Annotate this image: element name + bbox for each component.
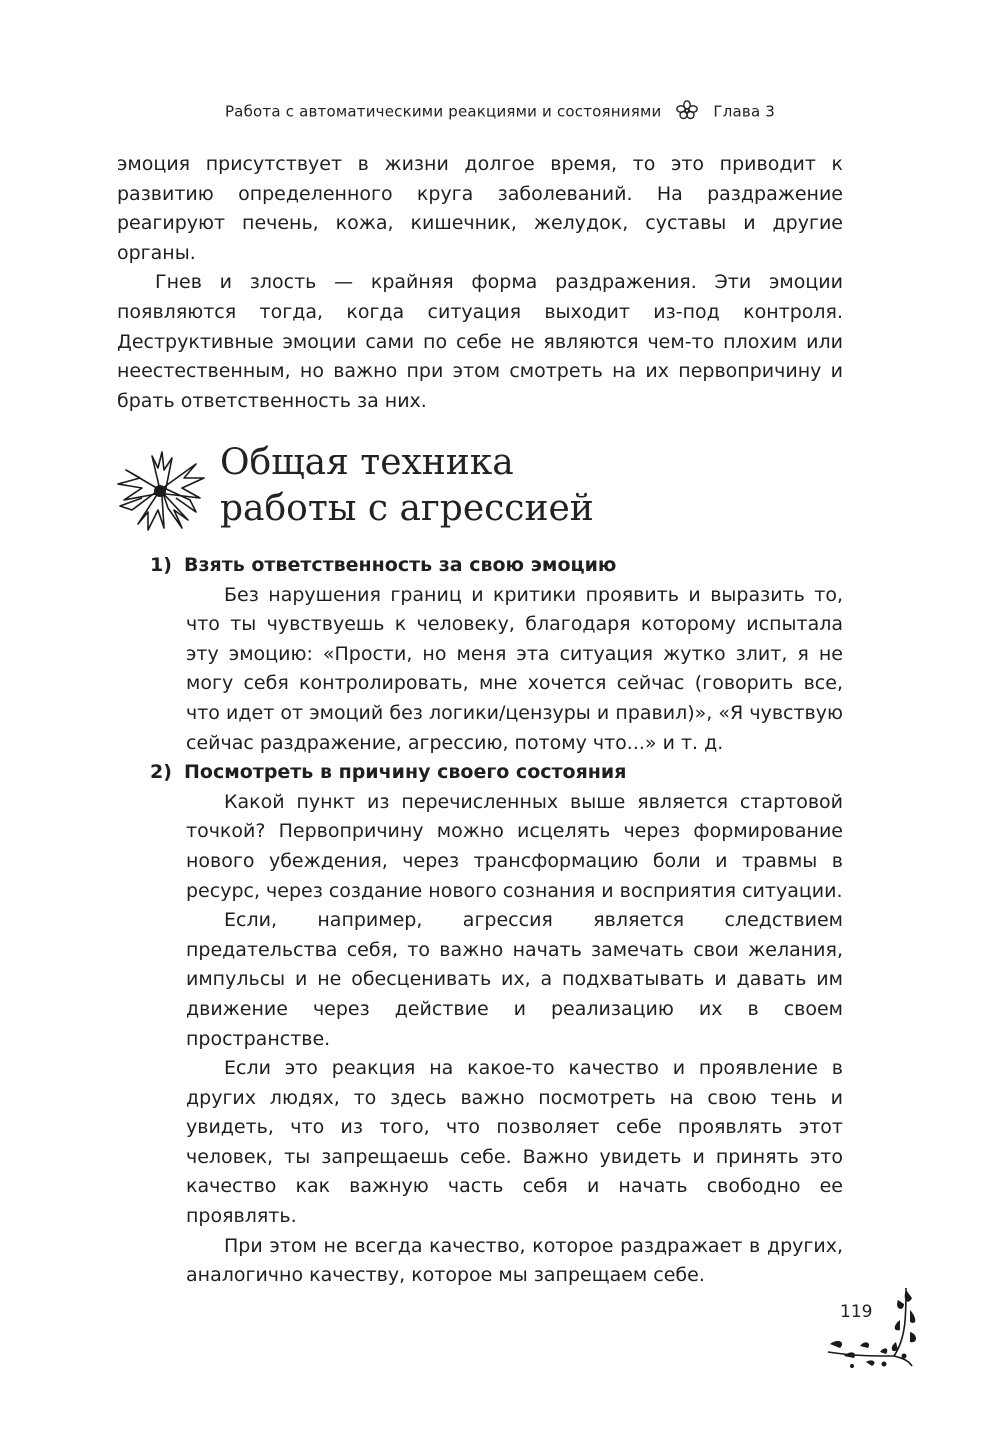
item-body <box>186 581 843 759</box>
paragraph: Какой пункт из перечисленных выше является стартовой точкой? Первопричину можно исцелять через формирование нового убеждения, через трансформацию боли и травмы в ресурс, через создание нового сознания и восприятия ситуации. <box>186 790 843 902</box>
running-head <box>0 100 1000 124</box>
paragraph: Если это реакция на какое-то качество и проявление в других людях, то здесь важно посмотреть на свою тень и увидеть, что из того, что позволяет себе проявлять этот человек, ты запрещаешь себе. Важно увидеть и принять это качество как важную часть себя и начать свободно ее проявлять. <box>186 1057 843 1228</box>
section-title: Работа с автоматическими реакциями и состояниями <box>224 102 662 121</box>
item-title <box>150 758 843 788</box>
paragraph: Если, например, агрессия является следствием предательства себя, то важно начать замечать свои желания, импульсы и не обесценивать их, а подхватывать и давать им движение через действие и реализацию их в своем пространстве. <box>186 909 843 1050</box>
item-body <box>186 788 843 1291</box>
item-number: 2) <box>150 761 172 784</box>
paragraph: эмоция присутствует в жизни долгое время, то это приводит к развитию определенного круга заболеваний. На раздражение реагируют печень, кожа, кишечник, желудок, суставы и другие органы. <box>117 153 843 264</box>
item-title <box>150 551 843 581</box>
item-title-text: Посмотреть в причину своего состояния <box>184 761 627 784</box>
heading-title <box>220 440 594 532</box>
paragraph: Гнев и злость — крайняя форма раздражения. Эти эмоции появляются тогда, когда ситуация выходит из-под контроля. Деструктивные эмоции сами по себе не являются чем-то плохим или неестественным, но важно при этом смотреть на их первопричину и брать ответственность за них. <box>117 271 843 412</box>
page-number: 119 <box>840 1302 873 1322</box>
item-number: 1) <box>150 554 172 576</box>
technique-list <box>150 551 843 1291</box>
leaf-branch-icon <box>824 1286 920 1380</box>
list-item <box>150 758 843 1291</box>
intro-text <box>117 150 843 416</box>
flower-ornament-icon <box>112 448 208 536</box>
heading-line: Общая техника <box>220 442 514 483</box>
list-item <box>150 551 843 758</box>
heading-line: работы с агрессией <box>220 488 594 529</box>
section-heading <box>112 440 872 550</box>
flower-icon <box>676 100 698 124</box>
item-title-text: Взять ответственность за свою эмоцию <box>184 554 617 576</box>
chapter-label: Глава 3 <box>713 102 776 121</box>
paragraph: При этом не всегда качество, которое раздражает в других, аналогично качеству, которое мы запрещаем себе. <box>186 1234 843 1287</box>
paragraph: Без нарушения границ и критики проявить и выразить то, что ты чувствуешь к человеку, благодаря которому испытала эту эмоцию: «Прости, но меня эта ситуация жутко злит, я не могу себя контролировать, мне хочется сейчас (говорить все, что идет от эмоций без логики/цензуры и правил)», «Я чувствую сейчас раздражение, агрессию, потому что...» и т. д. <box>186 583 843 754</box>
